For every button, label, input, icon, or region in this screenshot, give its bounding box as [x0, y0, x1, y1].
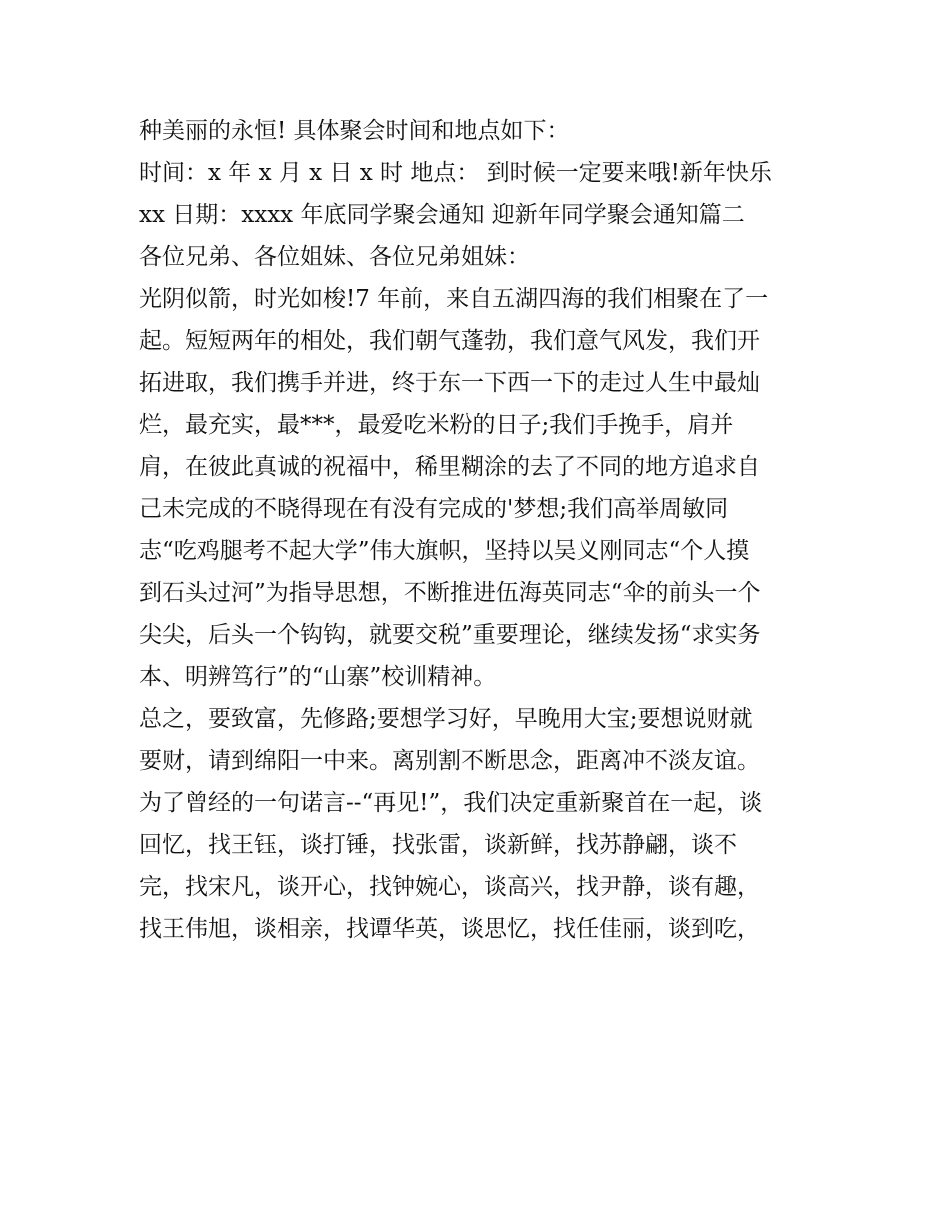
paragraph-line: 烂，最充实，最***，最爱吃米粉的日子;我们手挽手，肩并 [139, 412, 734, 438]
paragraph-line: 找王伟旭，谈相亲，找谭华英，谈思忆，找任佳丽，谈到吃， [139, 916, 760, 942]
paragraph-line: 志“吃鸡腿考不起大学”伟大旗帜，坚持以吴义刚同志“个人摸 [139, 538, 750, 564]
paragraph-line: 总之，要致富，先修路;要想学习好，早晚用大宝;要想说财就 [139, 706, 753, 732]
paragraph-line: 起。短短两年的相处，我们朝气蓬勃，我们意气风发，我们开 [139, 328, 760, 354]
paragraph-line: 时间：x 年 x 月 x 日 x 时 地点： 到时候一定要来哦!新年快乐 [139, 160, 772, 186]
paragraph-line: 各位兄弟、各位姐妹、各位兄弟姐妹： [139, 244, 530, 270]
paragraph-line: 到石头过河”为指导思想，不断推进伍海英同志“伞的前头一个 [139, 580, 761, 606]
paragraph-line: 本、明辨笃行”的“山寨”校训精神。 [139, 664, 497, 690]
paragraph-line: 光阴似箭，时光如梭!7 年前，来自五湖四海的我们相聚在了一 [139, 286, 769, 312]
paragraph-line: 肩，在彼此真诚的祝福中，稀里糊涂的去了不同的地方追求自 [139, 454, 760, 480]
paragraph-line: 己未完成的不晓得现在有没有完成的'梦想;我们高举周敏同 [139, 496, 729, 522]
paragraph-line: 回忆，找王钰，谈打锤，找张雷，谈新鲜，找苏静翩，谈不 [139, 832, 737, 858]
paragraph-line: 为了曾经的一句诺言--“再见!”，我们决定重新聚首在一起，谈 [139, 790, 763, 816]
document-body [139, 110, 819, 950]
paragraph-line: 尖尖，后头一个钩钩，就要交税”重要理论，继续发扬“求实务 [139, 622, 761, 648]
paragraph-line: 拓进取，我们携手并进，终于东一下西一下的走过人生中最灿 [139, 370, 760, 396]
paragraph-line: 完，找宋凡，谈开心，找钟婉心，谈高兴，找尹静，谈有趣， [139, 874, 760, 900]
paragraph-line: 要财，请到绵阳一中来。离别割不断思念，距离冲不淡友谊。 [139, 748, 760, 774]
paragraph-line: 种美丽的永恒! 具体聚会时间和地点如下： [139, 118, 570, 144]
paragraph-line: xx 日期：xxxx 年底同学聚会通知 迎新年同学聚会通知篇二 [139, 202, 745, 228]
